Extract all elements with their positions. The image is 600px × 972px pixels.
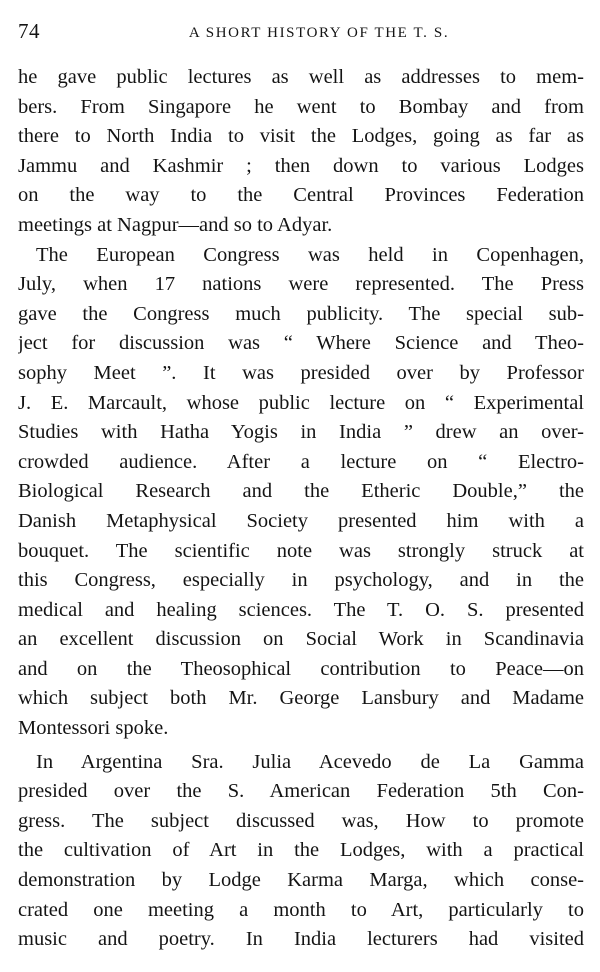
text-line: and on the Theosophical contribution to Peace—on (18, 657, 584, 680)
text-line: crowded audience. After a lecture on “ Electro- (18, 450, 584, 473)
text-line: bers. From Singapore he went to Bombay and from (18, 95, 584, 118)
text-line: there to North India to visit the Lodges, going as far as (18, 125, 584, 148)
text-line: In Argentina Sra. Julia Acevedo de La Gamma (36, 750, 584, 773)
text-line: July, when 17 nations were represented. The Press (18, 273, 584, 296)
text-line: sophy Meet ”. It was presided over by Professor (18, 361, 584, 384)
text-line: meetings at Nagpur—and so to Adyar. (18, 213, 333, 236)
text-line: Montessori spoke. (18, 717, 169, 740)
text-line: bouquet. The scientific note was strongly struck at (18, 539, 584, 562)
text-line: medical and healing sciences. The T. O. S. presented (18, 598, 584, 621)
text-line: The European Congress was held in Copenhagen, (36, 243, 584, 266)
text-line: music and poetry. In India lecturers had visited (18, 928, 584, 951)
paragraph-2 (18, 241, 584, 744)
text-line: demonstration by Lodge Karma Marga, which conse- (18, 869, 584, 892)
text-line: Jammu and Kashmir ; then down to various Lodges (18, 154, 584, 177)
text-line: gave the Congress much publicity. The special sub- (18, 302, 584, 325)
text-line: which subject both Mr. George Lansbury and Madame (18, 687, 584, 710)
paragraph-3 (18, 748, 584, 955)
running-head: A SHORT HISTORY OF THE T. S. (188, 25, 450, 41)
text-line: Danish Metaphysical Society presented him with a (18, 509, 584, 532)
text-line: he gave public lectures as well as addresses to mem- (18, 66, 584, 88)
text-line: gress. The subject discussed was, How to promote (18, 809, 584, 832)
text-line: the cultivation of Art in the Lodges, with a practical (18, 839, 584, 862)
text-line: J. E. Marcault, whose public lecture on “ Experimental (18, 391, 584, 414)
page-number: 74 (18, 19, 40, 43)
text-line: crated one meeting a month to Art, particularly to (18, 898, 584, 921)
paragraph-1 (18, 63, 584, 241)
text-line: Studies with Hatha Yogis in India ” drew an over- (18, 421, 584, 444)
text-line: ject for discussion was “ Where Science and Theo- (18, 332, 584, 355)
page-header (18, 14, 582, 48)
text-line: an excellent discussion on Social Work in Scandinavia (18, 628, 584, 651)
text-line: on the way to the Central Provinces Federation (18, 184, 584, 207)
body-text (18, 63, 584, 955)
text-line: presided over the S. American Federation 5th Con- (18, 780, 584, 803)
text-line: Biological Research and the Etheric Double,” the (18, 480, 584, 503)
text-line: this Congress, especially in psychology, and in the (18, 569, 584, 592)
